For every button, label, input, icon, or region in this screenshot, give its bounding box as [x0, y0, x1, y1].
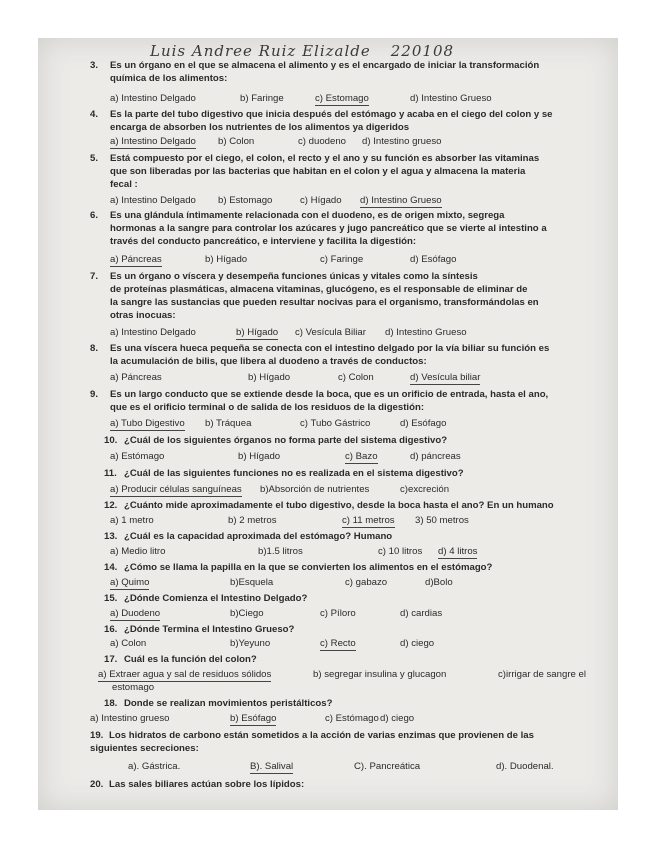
q10-option-d: d) páncreas	[410, 451, 461, 462]
q18-option-a: a) Intestino grueso	[90, 713, 170, 724]
question-12-number: 12.	[104, 500, 118, 511]
q19-option-d: d). Duodenal.	[496, 761, 554, 772]
q11-option-c: c)excreción	[400, 484, 450, 495]
question-4-text-2: encarga de absorben los nutrientes de los alimentos ya digeridos	[110, 122, 410, 133]
question-18-text: Donde se realizan movimientos peristálticos?	[124, 698, 333, 709]
q7-option-c: c) Vesícula Biliar	[295, 327, 366, 338]
q12-option-b: b) 2 metros	[228, 515, 277, 526]
q7-option-a: a) Intestino Delgado	[110, 327, 196, 338]
q6-option-b: b) Hígado	[205, 254, 248, 265]
question-16-text: ¿Dónde Termina el Intestino Grueso?	[124, 624, 295, 635]
q15-option-d: d) cardias	[400, 608, 443, 619]
q15-option-a-selected: a) Duodeno	[110, 608, 161, 619]
q11-option-b: b)Absorción de nutrientes	[260, 484, 370, 495]
q10-option-b: b) Hígado	[238, 451, 281, 462]
q10-option-a: a) Estómago	[110, 451, 165, 462]
q3-option-d: d) Intestino Grueso	[410, 93, 492, 104]
handwritten-name	[150, 42, 454, 60]
question-11-text: ¿Cuál de las siguientes funciones no es realizada en el sistema digestivo?	[124, 468, 464, 479]
q5-option-a: a) Intestino Delgado	[110, 195, 196, 206]
q13-option-d-selected: d) 4 litros	[438, 546, 478, 557]
question-17-number: 17.	[104, 654, 118, 665]
q6-option-c: c) Faringe	[320, 254, 364, 265]
q17-option-b: b) segregar insulina y glucagon	[313, 669, 447, 680]
question-14-number: 14.	[104, 562, 118, 573]
q9-option-a-selected: a) Tubo Digestivo	[110, 418, 185, 429]
question-20-number: 20.	[90, 779, 104, 790]
q12-option-c-selected: c) 11 metros	[342, 515, 395, 526]
q4-option-b: b) Colon	[218, 136, 255, 147]
question-9-text-1: Es un largo conducto que se extiende desde la boca, que es un orificio de entrada, hasta el ano,	[110, 389, 549, 400]
question-13-text: ¿Cuál es la capacidad aproximada del estómago? Humano	[124, 531, 393, 542]
q16-option-a: a) Colon	[110, 638, 147, 649]
q8-option-d-selected: d) Vesícula biliar	[410, 372, 481, 383]
question-7-text-4: otras inocuas:	[110, 310, 176, 321]
question-19-number: 19.	[90, 730, 104, 741]
q19-option-b-selected: B). Salival	[250, 761, 294, 772]
question-5-text-1: Está compuesto por el ciego, el colon, el recto y el ano y su función es absorber las vitaminas	[110, 153, 540, 164]
q14-option-c: c) gabazo	[345, 577, 388, 588]
q18-option-b-selected: b) Esófago	[230, 713, 277, 724]
q13-option-c: c) 10 litros	[378, 546, 423, 557]
question-8-text-1: Es una víscera hueca pequeña se conecta con el intestino delgado por la vía biliar su función es	[110, 343, 550, 354]
q13-option-a: a) Medio litro	[110, 546, 166, 557]
question-9-number: 9.	[90, 389, 99, 400]
q19-option-c: C). Pancreática	[354, 761, 421, 772]
question-6-number: 6.	[90, 210, 99, 221]
question-7-text-2: de proteínas plasmáticas, almacena vitaminas, glucógeno, es el responsable de eliminar de	[110, 284, 528, 295]
q8-option-c: c) Colon	[338, 372, 374, 383]
q3-option-a: a) Intestino Delgado	[110, 93, 196, 104]
question-15-number: 15.	[104, 593, 118, 604]
question-8-text-2: la acumulación de bilis, que libera al duodeno a través de conductos:	[110, 356, 427, 367]
question-10-number: 10.	[104, 435, 118, 446]
question-4-text-1: Es la parte del tubo digestivo que inicia después del estómago y acaba en el ciego del colon y se	[110, 109, 553, 120]
question-13-number: 13.	[104, 531, 118, 542]
question-7-text-1: Es un órgano o víscera y desempeña funciones únicas y vitales como la síntesis	[110, 271, 478, 282]
question-10-text: ¿Cuál de los siguientes órganos no forma parte del sistema digestivo?	[124, 435, 448, 446]
q18-option-c: c) Estómago	[325, 713, 379, 724]
q5-option-d-selected: d) Intestino Grueso	[360, 195, 442, 206]
worksheet-page	[38, 38, 618, 810]
q15-option-b: b)Ciego	[230, 608, 264, 619]
q5-option-b: b) Estomago	[218, 195, 273, 206]
question-6-text-2: hormonas a la sangre para controlar los azúcares y jugo pancreático que se vierte al intestino a	[110, 223, 547, 234]
q8-option-b: b) Hígado	[248, 372, 291, 383]
question-3-text-2: química de los alimentos:	[110, 73, 228, 84]
question-6-text-3: través del conducto pancreático, e interviene y facilita la digestión:	[110, 236, 417, 247]
question-11-number: 11.	[104, 468, 117, 479]
q13-option-b: b)1.5 litros	[258, 546, 303, 557]
q19-option-a: a). Gástrica.	[128, 761, 181, 772]
question-6-text-1: Es una glándula íntimamente relacionada con el duodeno, es de origen mixto, segrega	[110, 210, 505, 221]
q17-option-a-selected: a) Extraer agua y sal de residuos sólidos	[98, 669, 272, 680]
q7-option-d: d) Intestino Grueso	[385, 327, 467, 338]
question-7-number: 7.	[90, 271, 99, 282]
q17-option-c: c)irrigar de sangre el	[498, 669, 586, 680]
question-15-text: ¿Dónde Comienza el Intestino Delgado?	[124, 593, 308, 604]
q7-option-b-selected: b) Hígado	[236, 327, 279, 338]
q9-option-d: d) Esófago	[400, 418, 447, 429]
q12-option-d: 3) 50 metros	[415, 515, 469, 526]
question-16-number: 16.	[104, 624, 118, 635]
q16-option-b: b)Yeyuno	[230, 638, 271, 649]
q15-option-c: c) Píloro	[320, 608, 356, 619]
question-3-text-1: Es un órgano en el que se almacena el alimento y es el encargado de iniciar la transformación	[110, 60, 540, 71]
student-name: Luis Andree Ruiz Elizalde	[150, 42, 371, 60]
q8-option-a: a) Páncreas	[110, 372, 162, 383]
q3-option-b: b) Faringe	[240, 93, 284, 104]
question-3-number: 3.	[90, 60, 99, 71]
q4-option-c: c) duodeno	[298, 136, 347, 147]
q14-option-b: b)Esquela	[230, 577, 274, 588]
q17-option-a-continued: estomago	[112, 682, 155, 693]
question-5-number: 5.	[90, 153, 99, 164]
q12-option-a: a) 1 metro	[110, 515, 154, 526]
question-5-text-2: que son liberadas por las bacterias que habitan en el colon y el agua y almacena la materia	[110, 166, 526, 177]
q4-option-a-selected: a) Intestino Delgado	[110, 136, 196, 147]
q18-option-d: d) ciego	[380, 713, 415, 724]
question-9-text-2: que es el orificio terminal o de salida de los residuos de la digestión:	[110, 402, 425, 413]
q11-option-a-selected: a) Producir células sanguíneas	[110, 484, 242, 495]
question-8-number: 8.	[90, 343, 99, 354]
q14-option-d: d)Bolo	[425, 577, 453, 588]
question-17-text: Cuál es la función del colon?	[124, 654, 257, 665]
question-19-text-1: Los hidratos de carbono están sometidos a la acción de varias enzimas que provienen de las	[109, 730, 534, 741]
question-7-text-3: la sangre las sustancias que pueden resultar nocivas para el organismo, transformándolas en	[110, 297, 539, 308]
q10-option-c-selected: c) Bazo	[345, 451, 378, 462]
q3-option-c-selected: c) Estomago	[315, 93, 369, 104]
q9-option-c: c) Tubo Gástrico	[300, 418, 371, 429]
q5-option-c: c) Hígado	[300, 195, 342, 206]
q16-option-c-selected: c) Recto	[320, 638, 356, 649]
question-4-number: 4.	[90, 109, 99, 120]
question-18-number: 18.	[104, 698, 118, 709]
q4-option-d: d) Intestino grueso	[362, 136, 442, 147]
q6-option-d: d) Esófago	[410, 254, 457, 265]
q6-option-a-selected: a) Páncreas	[110, 254, 162, 265]
question-19-text-2: siguientes secreciones:	[90, 743, 199, 754]
question-5-text-3: fecal :	[110, 179, 138, 190]
q9-option-b: b) Tráquea	[205, 418, 252, 429]
question-12-text: ¿Cuánto mide aproximadamente el tubo digestivo, desde la boca hasta el ano? En un humano	[124, 500, 554, 511]
handwritten-date: 220108	[390, 42, 455, 60]
q16-option-d: d) ciego	[400, 638, 435, 649]
question-14-text: ¿Cómo se llama la papilla en la que se convierten los alimentos en el estómago?	[124, 562, 493, 573]
q14-option-a-selected: a) Quimo	[110, 577, 150, 588]
question-20-text: Las sales biliares actúan sobre los lípidos:	[109, 779, 305, 790]
